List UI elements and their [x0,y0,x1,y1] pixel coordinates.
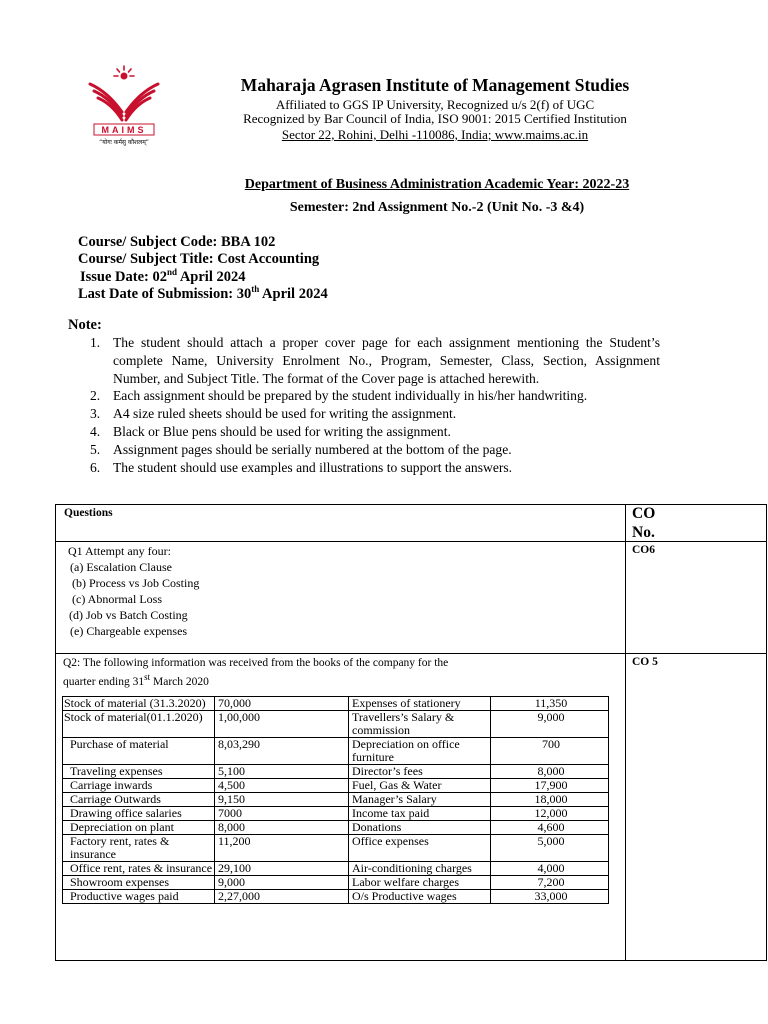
issue-date-sup: nd [167,267,178,277]
item-label: Traveling expenses [63,765,215,779]
submission-date-prefix: Last Date of Submission: 30 [78,285,252,302]
course-code: Course/ Subject Code: BBA 102 [78,234,276,250]
course-title: Course/ Subject Title: Cost Accounting [78,251,320,267]
table-row [63,890,609,904]
item-label: Travellers’s Salary & commission [349,711,491,738]
note-item [90,405,660,423]
item-amount: 29,100 [215,862,349,876]
logo-tagline: “योगः कर्मसु कौशलम्” [99,139,149,146]
item-amount: 18,000 [491,793,609,807]
item-label: Factory rent, rates & insurance [63,835,215,862]
table-row-divider [55,653,767,654]
note-number: 6. [90,459,101,475]
note-text: Each assignment should be prepared by the student individually in his/her handwriting. [113,388,588,404]
item-amount: 700 [491,738,609,765]
issue-date-suffix: April 2024 [177,268,246,285]
note-number: 3. [90,406,101,422]
table-column-divider [625,504,626,961]
note-text: The student should use examples and illustrations to support the answers. [113,459,513,475]
affiliation-line: Affiliated to GGS IP University, Recognized u/s 2(f) of UGC [275,97,595,112]
department-line: Department of Business Administration Academic Year: 2022-23 [244,177,630,192]
q1-title: Q1 Attempt any four: [68,544,171,558]
note-item [90,334,660,387]
item-amount: 8,000 [215,821,349,835]
q1-item: (c) Abnormal Loss [72,592,162,606]
item-label: Carriage Outwards [63,793,215,807]
item-label: Purchase of material [63,738,215,765]
q1-item: (e) Chargeable expenses [70,624,188,638]
item-amount: 12,000 [491,807,609,821]
q1-item: (b) Process vs Job Costing [72,576,200,590]
issue-date [80,267,246,286]
item-amount: 17,900 [491,779,609,793]
cost-data-body [63,697,609,904]
item-label: Drawing office salaries [63,807,215,821]
co-number-header [632,504,655,542]
q2-line-prefix: quarter ending 31 [63,675,145,688]
q2-line: Q2: The following information was received from the books of the company for the [63,657,449,669]
table-row [63,779,609,793]
co-header-line: No. [632,524,655,541]
question-1 [68,543,199,639]
item-label: Productive wages paid [63,890,215,904]
note-number: 4. [90,423,101,439]
note-number: 1. [90,335,101,350]
item-amount: 2,27,000 [215,890,349,904]
item-amount: 9,150 [215,793,349,807]
item-amount: 11,350 [491,697,609,711]
note-item [90,423,660,441]
item-label: Income tax paid [349,807,491,821]
question-2 [63,656,448,689]
note-item [90,387,660,405]
item-amount: 9,000 [215,876,349,890]
address-line: Sector 22, Rohini, Delhi -110086, India; www.maims.ac.in [281,127,589,142]
item-label: Showroom expenses [63,876,215,890]
note-item [90,441,660,459]
item-label: Office rent, rates & insurance [63,862,215,876]
item-amount: 8,03,290 [215,738,349,765]
table-row [63,835,609,862]
logo-text: MAIMS [101,125,147,135]
item-amount: 4,000 [491,862,609,876]
item-label: Manager’s Salary [349,793,491,807]
item-amount: 4,600 [491,821,609,835]
recognition-line: Recognized by Bar Council of India, ISO 9001: 2015 Certified Institution [243,111,627,126]
q2-line [63,670,448,689]
item-amount: 33,000 [491,890,609,904]
item-label: Director’s fees [349,765,491,779]
item-label: O/s Productive wages [349,890,491,904]
q2-line-suffix: March 2020 [150,675,209,688]
item-amount: 11,200 [215,835,349,862]
table-row [63,711,609,738]
table-row [63,765,609,779]
table-row [63,793,609,807]
item-amount: 7000 [215,807,349,821]
item-label: Stock of material(01.1.2020) [63,711,215,738]
note-text: The student should attach a proper cover page for each assignment mentioning the Student’s complete Name, University Enrolment No., Program, Semester, Class, Section, Assignment Number, and Subject Title. The format of the Cover page is attached herewith. [113,335,660,386]
item-label: Office expenses [349,835,491,862]
item-amount: 5,100 [215,765,349,779]
item-label: Fuel, Gas & Water [349,779,491,793]
note-number: 2. [90,388,101,404]
item-amount: 4,500 [215,779,349,793]
q2-line-sup: st [144,672,151,682]
questions-header: Questions [64,507,113,519]
item-label: Stock of material (31.3.2020) [63,697,215,711]
item-label: Air-conditioning charges [349,862,491,876]
semester-line: Semester: 2nd Assignment No.-2 (Unit No. -3 &4) [289,200,585,215]
item-amount: 8,000 [491,765,609,779]
q1-item: (a) Escalation Clause [70,560,172,574]
item-amount: 9,000 [491,711,609,738]
item-amount: 7,200 [491,876,609,890]
note-label: Note: [68,317,102,333]
note-item [90,459,660,477]
table-row [63,807,609,821]
cost-data-table [62,696,609,904]
note-number: 5. [90,441,101,457]
table-row [63,876,609,890]
item-label: Labor welfare charges [349,876,491,890]
item-amount: 5,000 [491,835,609,862]
submission-date-suffix: April 2024 [259,285,328,302]
issue-date-prefix: Issue Date: 02 [80,268,167,285]
item-label: Depreciation on office furniture [349,738,491,765]
table-row [63,862,609,876]
table-row-divider [55,541,767,542]
item-label: Carriage inwards [63,779,215,793]
note-text: Black or Blue pens should be used for writing the assignment. [113,423,451,439]
item-amount: 70,000 [215,697,349,711]
submission-date-sup: th [251,284,260,294]
item-label: Expenses of stationery [349,697,491,711]
q2-co: CO 5 [632,656,658,668]
q1-item: (d) Job vs Batch Costing [69,608,188,622]
logo-emblem-icon [84,62,164,148]
table-row [63,821,609,835]
item-label: Depreciation on plant [63,821,215,835]
submission-date [78,284,328,303]
item-label: Donations [349,821,491,835]
co-header-line: CO [632,505,656,522]
note-text: Assignment pages should be serially numbered at the bottom of the page. [113,441,512,457]
item-amount: 1,00,000 [215,711,349,738]
notes-list [90,334,660,476]
institute-name: Maharaja Agrasen Institute of Management Studies [240,75,630,95]
table-row [63,697,609,711]
q1-co: CO6 [632,544,655,556]
maims-logo [84,62,164,148]
table-row [63,738,609,765]
note-text: A4 size ruled sheets should be used for writing the assignment. [113,406,457,422]
